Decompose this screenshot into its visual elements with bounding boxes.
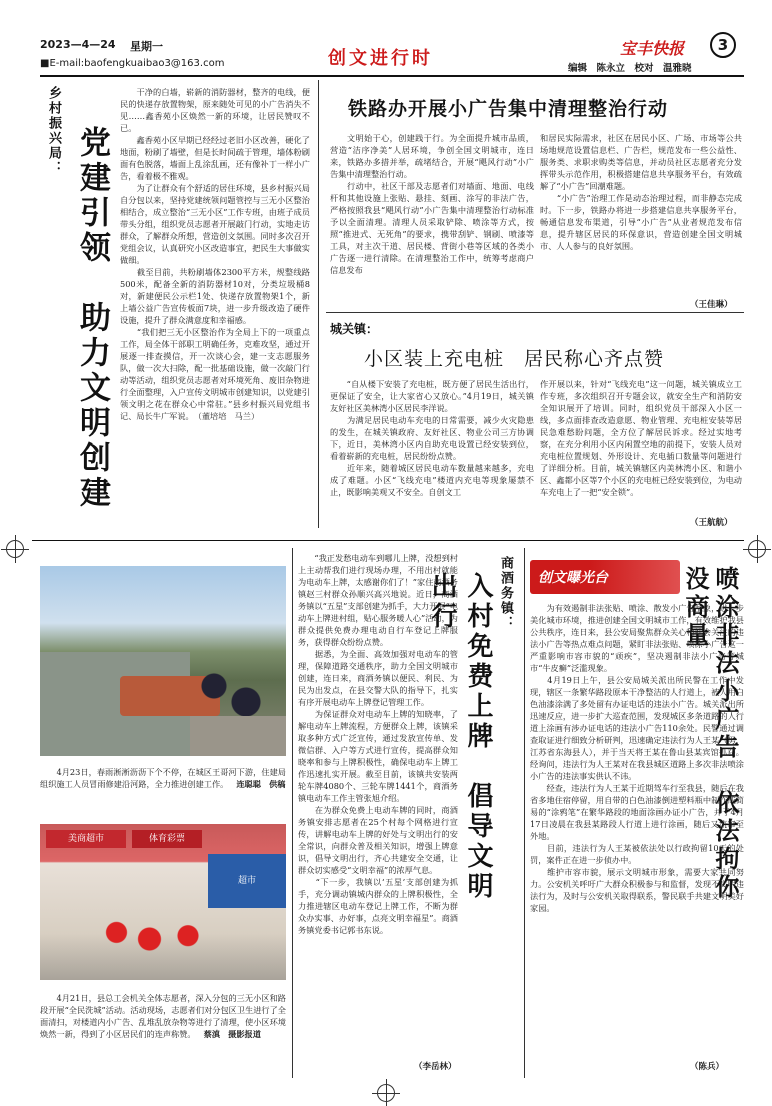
- article1-body-text: 干净的白墙，崭新的消防器材，整齐的电线，便民的快递存放置物架，原来随处可见的小广告消失不见……鑫香苑小区焕然一新的环境，让居民赞叹不已。 鑫香苑小区早期已经经过老旧小区改善，硬化了地面，粉刷了墙壁，但是长时间疏于管理，墙体粉刷面有色脱落，墙面上乱涂乱画，还有像补丁一样小广告，看着极不雅观。 为了让群众有个舒适的居住环境，县乡村振兴局自分包以来，坚持党建统领问题管控与三无小区整治相结合，成立整治“三无小区”工作专班，由班子成员带头分组，组织党员志愿者开展敲门行动，实地走访群众，了解群众所想，营造创文氛围。同时多次召开党组会议，认真研究小区改造事宜，把民生大事做实做细。 截至目前，共粉刷墙体2300平方米，规整线路500米，配备全新的消防器材10对，分类垃圾桶8对，新建便民公示栏1处、快递存放置物架1个，新上墙公益广告宣传板面7块，进一步升级改造了硬件设施，提升了群众满意度和幸福感。 “我们把三无小区整治作为全局上下的一项重点工作，局全体干部职工明确任务，克难攻坚，通过开展逐一排查摸信，开一次谈心会，建一支志愿服务队，做一次大扫除，配一批基础设施，做一次敲门行动等活动，组织党员志愿者对环境死角、废旧杂物进行全面整理，入户宣传文明城市创建知识，以党建引领文明之花在群众心中常驻。”县乡村振兴局党组书记、局长牛广军说。 （董培培 马兰）: [120, 87, 310, 421]
- registration-mark-right: [748, 540, 766, 558]
- article2-col2-text: 和居民实际需求，社区在居民小区、广场、市场等公共场地规范设置信息栏、广告栏，规范发布一些公益性、服务类、求职求购类等信息，并动员社区志愿者充分发挥带头示范作用，积极搭建信息共享服务平台，有效疏解了“小广告”回潮难题。 “小广告”治理工作是动态治理过程，而非静态完成时。下一步，铁路办将进一步搭建信息共享服务平台，畅通信息发布渠道，引导“小广告”从业者规范发布信息，提升辖区居民的环保意识，营造创建全国文明城市、人人参与的良好氛围。: [540, 133, 742, 251]
- photo1-caption: [40, 766, 286, 812]
- article2-divider: [326, 312, 744, 313]
- article2-body-col2: [540, 132, 742, 296]
- article3-headline: 小区装上充电桩 居民称心齐点赞: [364, 348, 665, 370]
- blue-storefront: 超市: [208, 854, 286, 908]
- article1-headline: 党建引领 助力文明创建: [74, 126, 110, 511]
- photo2-caption: [40, 992, 286, 1064]
- mid-rule: [32, 540, 744, 541]
- article1-kicker: 乡村振兴局：: [46, 86, 61, 176]
- credits: 编辑 陈永立 校对 温雅晓: [568, 63, 692, 74]
- article4-byline: （李岳林）: [414, 1062, 457, 1072]
- section-title: 创文进行时: [328, 48, 433, 69]
- volunteers: [100, 906, 210, 972]
- photo1-caption-text: 4月23日，春雨淅淅沥沥下个不停，在城区王哥河下游，住建局组织施工人员冒雨修建沿河路，全力推进创建工作。: [40, 767, 286, 789]
- article2-byline: （王佳琳）: [690, 300, 733, 310]
- lottery-sign: 体育彩票: [132, 830, 202, 848]
- article3-byline: （王航航）: [690, 518, 733, 528]
- article3-body-col1: [330, 378, 534, 528]
- date: 2023—4—24: [40, 38, 116, 51]
- volunteer-photo: [40, 824, 286, 980]
- photo1-credit: 连聪聪 供稿: [236, 779, 286, 789]
- article2-body-col1: [330, 132, 534, 308]
- registration-mark-bottom: [377, 1084, 395, 1102]
- page-number: [710, 32, 736, 58]
- paper-name: 宝丰快报: [620, 39, 685, 58]
- weekday: 星期一: [130, 40, 163, 53]
- photo2-credit: 蔡滇 摄影报道: [203, 1029, 261, 1039]
- storefront-sign: 美商超市: [46, 830, 126, 848]
- photo2-caption-text: 4月21日，县总工会机关全体志愿者，深入分包的三无小区和路段开展“全民洗城”活动。活动现场，志愿者们对分包区卫生进行了全面清扫，对楼道内小广告、乱堆乱放杂物等进行了清理，使小区环境焕然一新，得到了小区居民们的连声称赞。: [40, 993, 286, 1039]
- article4-headline: 入村免费上牌 倡导文明出行: [427, 572, 493, 902]
- article4-kicker: 商酒务镇：: [498, 556, 513, 631]
- article5-headline: 喷涂非法小广告 依法拘你没商量: [681, 566, 739, 902]
- article3-body-col2: [540, 378, 742, 516]
- article4-body-text: “我正发愁电动车到哪儿上牌，没想到村上主动帮我们进行现场办理，不用出村就能为电动车上牌，太感谢你们了！”家住商酒务镇赵三村群众孙顺兴高兴地说。近日，商酒务镇以“五星”支部创建为抓手，大力开展“电动车上牌进村组，贴心服务暖人心”活动，为群众提供免费办理电动自行车登记上牌服务，获得群众纷纷点赞。 据悉，为全面、高效加强对电动车的管理，保障道路交通秩序，助力全国文明城市创建，连日来，商酒务镇以便民、利民、为民为出发点，在县交警大队的指导下，扎实有序开展电动车上牌登记管理工作。 为保证群众对电动车上牌的知晓率，了解电动车上牌流程，方便群众上牌，该镇采取多种方式广泛宣传，通过发放宣传单、发微信群、入户等方式进行宣传，提高群众知晓率和参与上牌积极性，确保电动车上牌工作迅速扎实开展。截至目前，该镇共安装两轮车牌4080个、三轮车牌1441个，商酒务镇电动车工作主管张旭介绍。 在为群众免费上电动车牌的同时，商酒务镇安排志愿者在25个村每个网格进行宣传，讲解电动车上牌的好处与文明出行的安全常识，向群众普及相关知识，增强上牌意识，倡导文明出行，齐心共建安全交通，让群众切实感受“文明幸福”的浓厚气息。 “下一步，我镇以‘五星’支部创建为抓手，充分调动镇城内群众的上牌积极性，全力推进辖区电动车登记上牌工作，不断为群众办实事、办好事，点亮文明幸福星”。商酒务镇党委书记郭书东说。: [298, 553, 458, 935]
- article3-col2-text: 作开展以来，针对“飞线充电”这一问题，城关镇成立工作专班，多次组织召开专题会议，就安全生产和消防安全知识展开了培训。同时，组织党员干部深入小区一线，多点面排查改造意愿、物业管理、充电桩安装等居民急难愁盼问题，全方位了解居民诉求。经过实地考察，在充分利用小区内闲置空地的前提下，安装人员对充电桩位置规划、外形设计、充电插口数量等问题进行了详细分析。目前，城关镇辖区内美林湾小区、和谐小区、鑫都小区等7个小区的充电桩已经安装到位，为电动车充电上了一把“安全锁”。: [540, 379, 742, 497]
- email[interactable]: ■E-mail:baofengkuaibao3@163.com: [40, 58, 225, 69]
- article1-divider: [318, 80, 319, 528]
- construction-photo: [40, 566, 286, 756]
- article1-body: [120, 86, 310, 526]
- header-rule: [40, 75, 744, 77]
- article5-body-text: 为有效遏制非法张贴、喷涂、散发小广告乱象，进一步美化城市环境，推进创建全国文明城市工作，有效维护我县公共秩序，连日来，县公安局聚焦群众关心和社会关注的违法小广告等热点难点问题，紧盯非法张贴、喷涂小广告这一严重影响市容市貌的“顽疾”，坚决遏制非法小广告等城市“牛皮癣”泛滥现象。 4月19日上午，县公安局城关派出所民警在工作中发现，辖区一条繁华路段原本干净整洁的人行道上，被人用白色油漆涂满了多处留有办证电话的违法小广告。城关派出所迅速反应，进一步扩大巡查范围，发现城区多条道路的人行道上涂画有涉办证电话的违法小广告110余处。民警通过调查取证进行细致分析研判，迅速确定违法行为人王某（男，江苏省东海县人），并于当天将王某在鲁山县某宾馆抓获。经询问，违法行为人王某对在我县城区道路上多次非法喷涂小广告的违法事实供认不讳。 经查，违法行为人王某于近期驾车行至我县，随后在我省多地住宿停留，用自带的白色油漆倒进塑料瓶中制作成简易的“涂鸦笔”在繁华路段的地面涂画办证小广告，并于4月17日凌晨在我县某路段人行道上进行涂画，随后又流窜至外地。 目前，违法行为人王某被依法处以行政拘留10天的处罚，案件正在进一步侦办中。 维护市容市貌，展示文明城市形象，需要大家共同努力。公安机关呼吁广大群众积极参与和监督，发现不文明违法行为，及时与公安机关取得联系，警民联手共建文明美好家园。: [530, 603, 744, 913]
- article5-byline: （陈兵）: [690, 1062, 725, 1072]
- article2-col1-text: 文明始于心，创建践于行。为全面提升城市品质，营造“洁序净美”人居环境，争创全国文明城市，连日来，铁路办多措并举，疏堵结合，开展“飓风行动”小广告集中清理整治行动。 行动中，社区干部及志愿者们对墙面、地面、电线杆和其他设施上张贴、悬挂、刻画、涂写的非法广告，严格按照我县“飓风行动”小广告集中清理整治行动标准予以全面清理。清理人员采取铲除、喷涂等方式，按照“推进式、无死角”的要求，携带刮铲、钢刷、喷漆等工具，对主次干道、居民楼、背街小巷等区域的各类小广告逐一进行清除。在清理整治工作中，统筹考虑商户信息发布: [330, 133, 534, 275]
- article3-kicker: 城关镇：: [330, 322, 379, 336]
- registration-mark-left: [6, 540, 24, 558]
- article3-col1-text: “自从楼下安装了充电桩，既方便了居民生活出行，更保证了安全，让大家省心又放心。”4月19日，城关镇友好社区美林湾小区居民李洋说。 为满足居民电动车充电的日常需要，减少火灾隐患的发生，在城关镇政府、友好社区、物业公司三方协调下，近日，美林湾小区内自助充电设置已经安装到位，看着崭新的充电桩，居民纷纷点赞。 近年来，随着城区居民电动车数量越来越多，充电成了难题。小区“飞线充电”楼道内充电等现象屡禁不止，既影响美观又不安全。自创文工: [330, 379, 534, 497]
- exposure-logo-text: 创文曝光台: [538, 570, 608, 586]
- exposure-logo: [530, 560, 680, 594]
- lower-divider-1: [292, 548, 293, 1078]
- masthead: [32, 18, 744, 76]
- article2-headline: 铁路办开展小广告集中清理整治行动: [348, 98, 669, 120]
- road-strip: [190, 716, 286, 756]
- page-number-text: 3: [717, 36, 729, 54]
- lower-divider-2: [524, 548, 525, 1078]
- article5-body: [530, 602, 744, 1058]
